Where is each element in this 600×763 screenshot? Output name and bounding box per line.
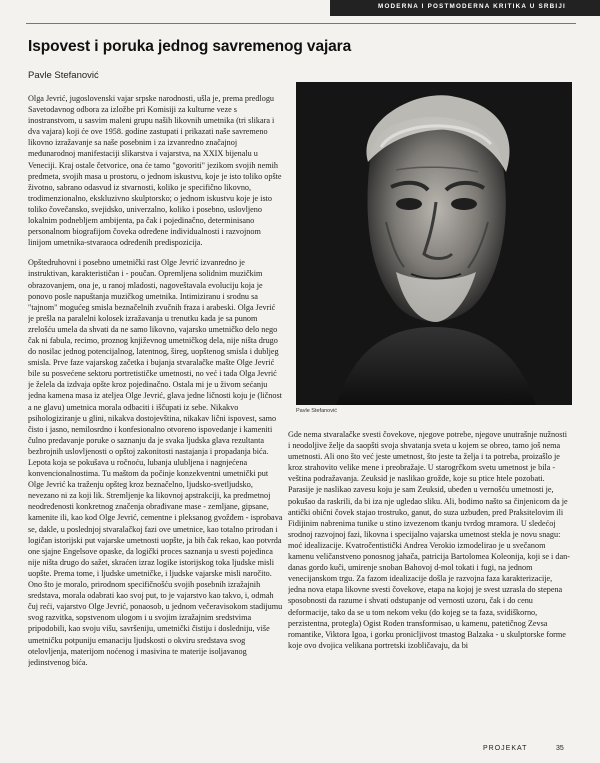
left-column bbox=[28, 93, 283, 733]
paragraph: Gde nema stvaralačke svesti čovekove, njegove potrebe, njegove unutrašnje nužnosti i neodoljive želje da saopšti svoja shvatanja sveta u kojem se obreo, tamo još nema umetnosti. Ali ono što već jeste umetnost, što jeste ta želja i ta potreba, proizašlo je kroz strahovito velike mene i preobražaje. U starogrčkom svetu umetnost je bila - veština podražavanja. Zeuksid je naslikao grožđe, koje su ptice htele pozobati. Parasije je naslikao zavesu koju je sam Zeuksid, ubeđen u vernošću umetnosti je, pokušao da raskrili, da bi iza nje ugledao sliku. Ali, bodimo našto sa činjenicom da je antički obični čovek stajao trostruko, ganut, do suza uzbuđen, pred Praksitelovim ili Fidijinim nabrenima tunike u stino izvezenom tkanju tvrdog mramora. U sledećoj srodnoj razvojnoj fazi, likovna i specijalno vajarska umetnost stekla je novu snagu: moć idealizacije. Kvatročentistički Andrea Verokio izmodelirao je u svečanom kamenu veličanstveno ponosnog jahača, patricija Bartolomea Koleonija, koji se i dan-danas gordo kuči, umirenje snoban Bahovoj d-mol tokati i fugi, na jednom venecijanskom trgu. Za fazom idealizacije došla je razvojna faza karakterizacije, jedna nova etapa likovne svesti čovekove, etapa na kojoj je svest uzrasla do stepena sposobnosti da razume i shvati odstupanje od vernosti uzoru, čak i do cenu deformacije, tako da se u tom nekom veku (do kojeg se ta faza, svidiškorno, perzistentna, protegla) Ogist Roden transformisao, u kamenu, patetičnog Zevsa romantike, Viktora Igoa, i gorku pronicljivost tmastog Balzaka - u skulptorske forme koje ovo dvojica velikana portretski izobličavaju, da bi bbox=[288, 430, 570, 650]
portrait-image bbox=[296, 82, 572, 405]
photo-caption: Pavle Stefanović bbox=[296, 408, 337, 414]
footer-label: PROJEKAT bbox=[483, 745, 528, 752]
paragraph: Olga Jevrić, jugoslovenski vajar srpske narodnosti, ušla je, prema predlogu Savetodavnog odbora za izložbe pri Komisiji za kulturne veze s inostranstvom, u sasvim maleni grupu naših likovnih umetnika (tri slikara i dva vajara) koji će ove 1958. godine zastupati i prikazati naše savremeno likovno izražavanje sa naše posebnim i za izvanredno značajnoj međunarodnoj manifestaciji slikarstva i vajarstva, na XXIX bijenalu u Veneciji. Kraj ostale četvorice, ona će tamo "govoriti" jezikom svojih nemih predmeta, svojih masa u prostoru, o jednom iskustvu, koje je isto toliko opšte životno, sabrano odasvud iz stvarnosti, koliko je specifično likovno, trodimenzionalno, ekskluzivno skulptorsko; o jednom iskustvu koje je isto toliko čovečansko, svejidsko, univerzalno, koliko i posebno, uslovljeno lokalnim podnebljem ambijenta, pa čak i pojedinačno, determinisano personalnom biografijom čoveka određene individualnosti i razvojnom linijom umetnika-stvaraoca određenih predispozicija. bbox=[28, 94, 282, 248]
page-number: 35 bbox=[556, 745, 564, 752]
portrait-photo bbox=[296, 82, 572, 405]
header-rule bbox=[26, 23, 576, 24]
article-title: Ispovest i poruka jednog savremenog vajara bbox=[28, 38, 352, 55]
right-column bbox=[288, 429, 570, 729]
section-title: MODERNA I POSTMODERNA KRITIKA U SRBIJI bbox=[378, 3, 566, 10]
paragraph: Opštedruhovni i posebno umetnički rast Olge Jevrić izvanredno je instruktivan, karakterističan i - poučan. Opremljena solidnim muzičkim obrazovanjem, ona je, u ranoj mladosti, nagoveštavala evoluciju koja je ponovo posle napuštanja muzičkog umetnika. Intimiziranu i srodnu sa "tajnom" mogućeg smisla beznačelnih zvučnih fraza i arabeski. Olga Jevrić je prešla na paralelni kolosek izražavanja u trenutku kada je sa punom zrelošću umela da shvati da ne samo likovno, vajarsko umetničko delo nego čak ni fabula, recimo, proznog književnog umetničkog dela, nije ništa drugo do nosilac jednog potencijalnog, latentnog, šireg, uopštenog smisla i dubljeg smisla. Prve faze vajarskog začetka i bujanja stvaralačke mašte Olge Jevrić bile su posvećene sektoru portretističke umetnosti, no već i tada Olga Jevrić je želela da izdvaja opšte kroz pojedinačno. Ostala mi je u živom sećanju jedna kamena masa iz ateljea Olge Jevrić, glava jedne ličnosti koju je (ličnost a ne glavu) umetnica morala odbaciti i iščupati iz sebe. Nikakvo psihologiziranje u glini, nikakva dostojevština, nikakav lični ispovest, samo čisto i jasno, nemilosrdno i konfesionalno otvoreno ispovedanje i kameniti čulno predavanje poruke o saznanju da je svaka ljudska glava rezultanta bezbrojnih uslovljenosti o opštoj zakonitosti nastajanja i propadanja bića. Lepota koja se pokušava u ročnoću, lubanja ulubljena i nagnjećena konvencionalnostima. Tu maštom da počinje konzekventni umetnički put Olge Jevrić ka traženju opšteg kroz beznačelno, ljudsko-svetljudsko, nevezano ni za koji lik. Stremljenje ka likovnoj apstrakciji, ka predmetnoj neodređenosti konkretnog značenja obrađivane mase - zemljane, gipsane, kamenite ili, kao kod Olge Jevrić, cementne i pleksanog gvožđem - isprobava se, dakle, u poslednjoj stvaralačkoj fazi ove umetnice, kao totalno prirodan i logičan istorijski put vajarske umetnosti uopšte, ja bih čak rekao, kao potvrda one sjajne Engelsove opaske, da logički proces saznanja u svesti pojedinca nije ništa drugo do sažet, skraćen izraz logike istorijskog toka ljudske misli uopšte. Prema tome, i ljudske umetničke, i ljudske vajarske misli naročito. Ono što je moralo, prirodnom specifičnošću svojih posebnih izražajnih sredstava, morala odabrati kao svoj put, to je vajarstvo kao takvo, i, odmah čuj reći, vajarstvo Olge Jevrić, ponaosob, u jednom večeravisokom stadijumu svog razvitka, sopstvenom ulogom i u svojim izražajnim sredstvima pripodobili, kao svoju višu, savršeniju, umetnički čistiju i dosledniju, više umetničku potpuniju emanaciju ljudskosti o okviru sredstava svog otelovljenja, materijom noćenog i masivina te materije isoljavanog jedinstvenog bića. bbox=[28, 258, 283, 667]
running-header bbox=[330, 0, 600, 16]
article-author: Pavle Stefanović bbox=[28, 70, 99, 81]
